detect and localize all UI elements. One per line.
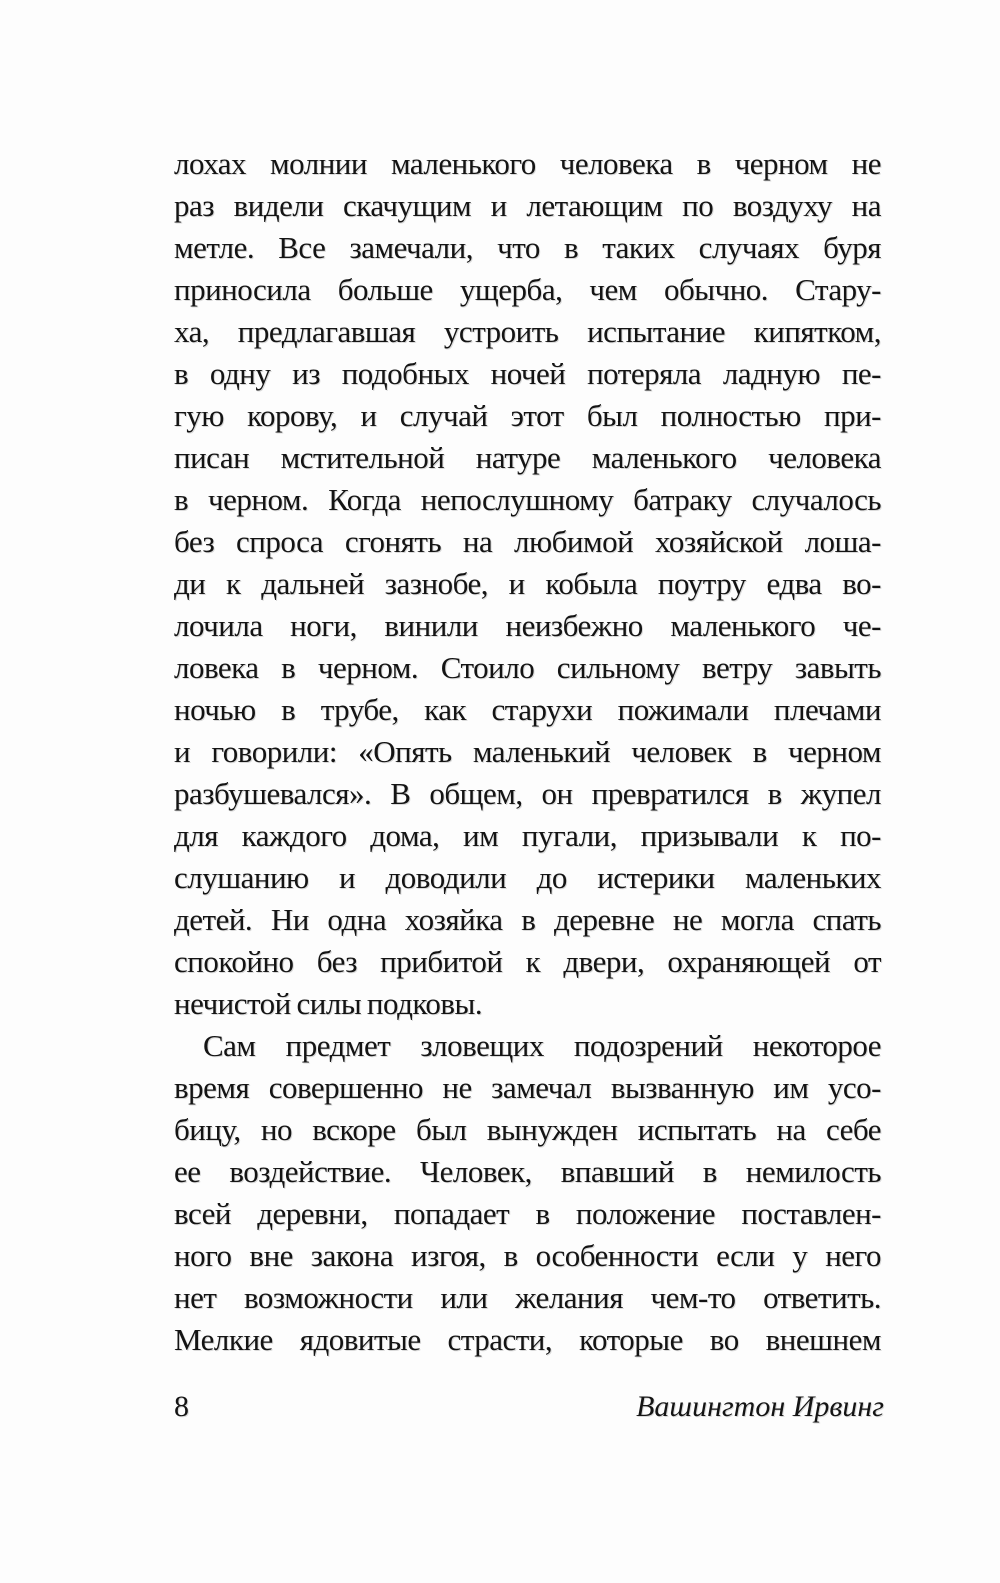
page-number: 8	[174, 1390, 189, 1423]
text-line: лочила ноги, винили неизбежно маленького че-	[174, 608, 881, 643]
text-line: спокойно без прибитой к двери, охраняющей от	[174, 944, 881, 979]
text-line: для каждого дома, им пугали, призывали к по-	[174, 818, 881, 853]
text-line: гую корову, и случай этот был полностью при-	[174, 398, 881, 433]
text-line: в черном. Когда непослушному батраку случалось	[174, 482, 881, 517]
text-line: писан мстительной натуре маленького человека	[174, 440, 881, 475]
running-footer-author: Вашингтон Ирвинг	[636, 1390, 884, 1423]
page-text	[174, 143, 881, 1361]
text-line: всей деревни, попадает в положение поставлен-	[174, 1196, 881, 1231]
paragraph-continued	[174, 143, 881, 1025]
text-line: метле. Все замечали, что в таких случаях буря	[174, 230, 881, 265]
text-line: ного вне закона изгоя, в особенности если у него	[174, 1238, 881, 1273]
text-line: разбушевался». В общем, он превратился в жупел	[174, 776, 881, 811]
text-line: нечистой силы подковы.	[174, 986, 483, 1021]
text-line: ди к дальней зазнобе, и кобыла поутру едва во-	[174, 566, 881, 601]
text-line: ночью в трубе, как старухи пожимали плечами	[174, 692, 881, 727]
text-line: бицу, но вскоре был вынужден испытать на себе	[174, 1112, 881, 1147]
running-footer	[174, 1388, 884, 1426]
text-line: без спроса сгонять на любимой хозяйской лоша-	[174, 524, 881, 559]
text-line: ее воздействие. Человек, впавший в немилость	[174, 1154, 881, 1189]
text-line: Мелкие ядовитые страсти, которые во внешнем	[174, 1322, 881, 1357]
text-line: детей. Ни одна хозяйка в деревне не могла спать	[174, 902, 881, 937]
text-line: лохах молнии маленького человека в черном не	[174, 146, 881, 181]
text-line: раз видели скачущим и летающим по воздуху на	[174, 188, 881, 223]
text-line: в одну из подобных ночей потеряла ладную пе-	[174, 356, 881, 391]
text-line: Сам предмет зловещих подозрений некоторое	[203, 1028, 881, 1063]
text-line: ха, предлагавшая устроить испытание кипятком,	[174, 314, 881, 349]
text-line: слушанию и доводили до истерики маленьких	[174, 860, 881, 895]
text-line: ловека в черном. Стоило сильному ветру завыть	[174, 650, 881, 685]
text-line: нет возможности или желания чем-то ответить.	[174, 1280, 881, 1315]
text-line: время совершенно не замечал вызванную им усо-	[174, 1070, 881, 1105]
text-line: и говорили: «Опять маленький человек в черном	[174, 734, 881, 769]
text-line: приносила больше ущерба, чем обычно. Стару-	[174, 272, 881, 307]
paragraph-new	[174, 1025, 881, 1361]
